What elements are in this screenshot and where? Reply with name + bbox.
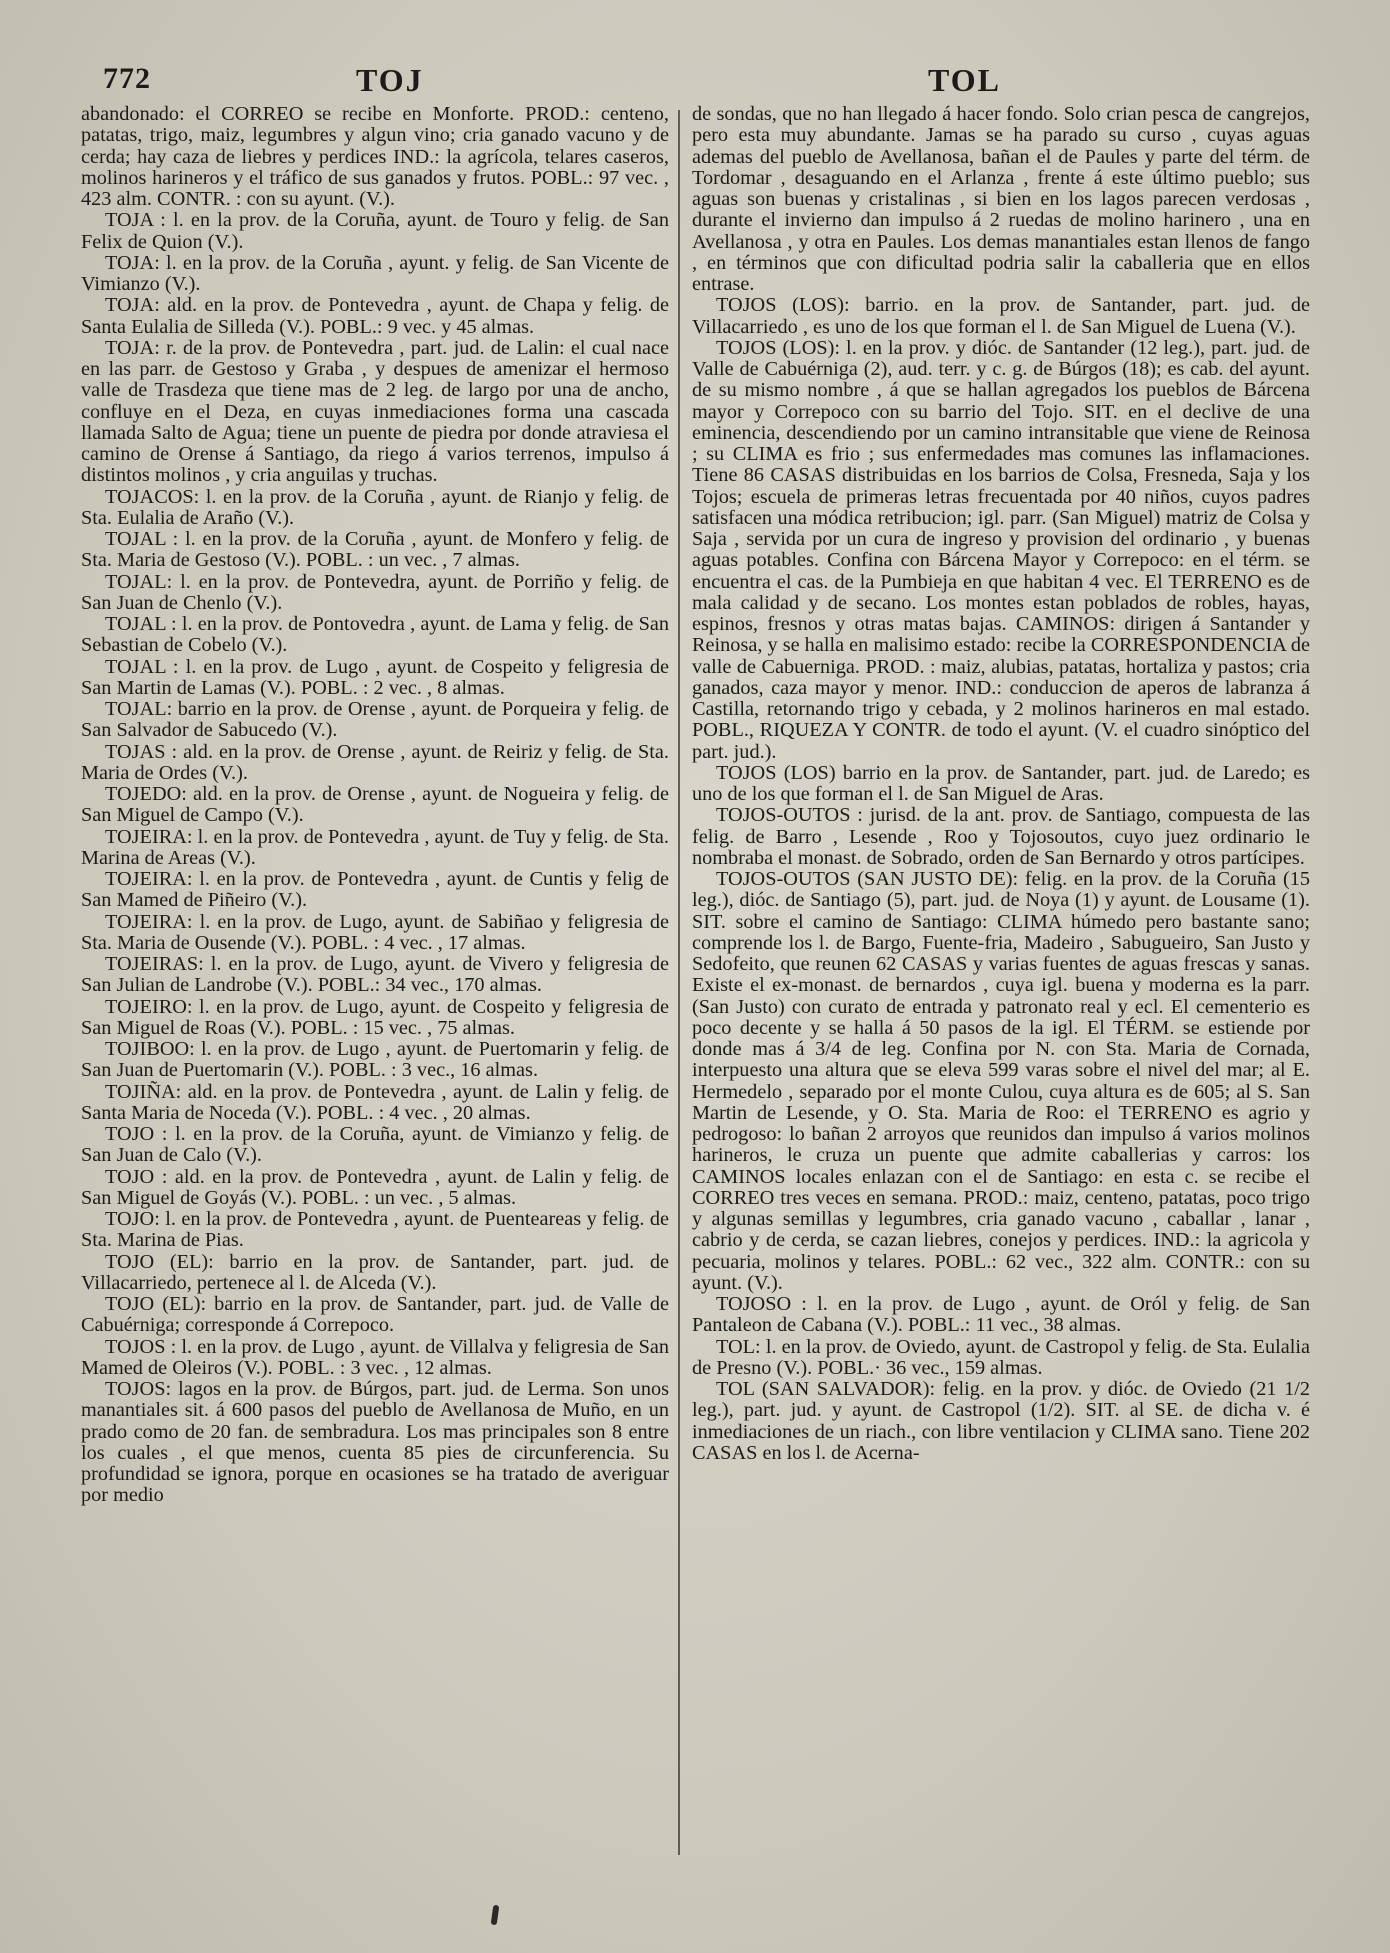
entry-text: TOJIÑA: ald. en la prov. de Pontevedra , ayunt. de Lalin y felig. de Santa Maria de Noceda (V.). POBL. : 4 vec. , 20 almas. <box>81 1080 669 1124</box>
entry-text: TOJA : l. en la prov. de la Coruña, ayunt. de Touro y felig. de San Felix de Quion (V.). <box>81 209 669 253</box>
entry-text: TOJEIRAS: l. en la prov. de Lugo, ayunt. de Vivero y feligresia de San Julian de Landrobe (V.). POBL.: 34 vec., 170 almas. <box>81 953 669 997</box>
entry-text: TOJAL : l. en la prov. de Pontovedra , ayunt. de Lama y felig. de San Sebastian de Cobelo (V.). <box>81 613 669 657</box>
entry-text: TOJACOS: l. en la prov. de la Coruña , ayunt. de Rianjo y felig. de Sta. Eulalia de Araño (V.). <box>81 485 669 529</box>
entry-text: TOJOS (LOS): l. en la prov. y dióc. de Santander (12 leg.), part. jud. de Valle de Cabuérniga (2), aud. terr. y c. g. de Búrgos (18); es cab. del ayunt. de su mismo nombre , á que se hallan agregados los pueblos de Bárcena mayor y Correpoco con su barrio del Tojo. SIT. en el declive de una eminencia, descendiendo por un camino intransitable que viene de Reinosa ; su CLIMA es frio ; sus enfermedades mas comunes las inflamaciones. Tiene 86 CASAS distribuidas en los barrios de Colsa, Fresneda, Saja y los Tojos; escuela de primeras letras frecuentada por 40 niños, cuyos padres satisfacen una módica retribucion; igl. parr. (San Miguel) matriz de Colsa y Saja , servida por un cura de ingreso y provision del ordinario , y buenas aguas potables. Confina con Bárcena Mayor y Correpoco: en el térm. se encuentra el cas. de la Pumbieja en que habitan 4 vec. El TERRENO es de mala calidad y de secano. Los montes estan poblados de robles, hayas, espinos, fresnos y otras matas bajas. CAMINOS: dirigen á Santander y Reinosa, y se halla en malisimo estado: recibe la CORRESPONDENCIA de valle de Cabuerniga. PROD. : maiz, alubias, patatas, hortaliza y pastos; cria ganados, caza mayor y menor. IND.: conduccion de aperos de labranza á Castilla, retornando trigo y cebada, y 2 molinos harineros en mal estado. POBL., RIQUEZA Y CONTR. de todo el ayunt. (V. el cuadro sinóptico del part. jud.). <box>692 336 1310 763</box>
entry-text: TOJO : ald. en la prov. de Pontevedra , ayunt. de Lalin y felig. de San Miguel de Goyás (V.). POBL. : un vec. , 5 almas. <box>81 1165 669 1209</box>
entry-text: TOJO (EL): barrio en la prov. de Santander, part. jud. de Valle de Cabuérniga; corresponde á Correpoco. <box>81 1293 669 1337</box>
entry-text: TOJIBOO: l. en la prov. de Lugo , ayunt. de Puertomarin y felig. de San Juan de Puertomarin (V.). POBL. : 3 vec., 16 almas. <box>81 1038 669 1082</box>
entry-text: TOJOSO : l. en la prov. de Lugo , ayunt. de Oról y felig. de San Pantaleon de Cabana (V.). POBL.: 11 vec., 38 almas. <box>692 1293 1310 1337</box>
entry-text: TOJOS-OUTOS : jurisd. de la ant. prov. de Santiago, compuesta de las felig. de Barro , Lesende , Roo y Tojosoutos, cuyo juez ordinario le nombraba el monast. de Sobrado, orden de San Bernardo y otros partícipes. <box>692 804 1310 869</box>
entry-text: TOJEIRO: l. en la prov. de Lugo, ayunt. de Cospeito y feligresia de San Miguel de Roas (V.). POBL. : 15 vec. , 75 almas. <box>81 995 669 1039</box>
entry-text: TOJA: r. de la prov. de Pontevedra , part. jud. de Lalin: el cual nace en las parr. de Gestoso y Graba , y despues de amenizar el hermoso valle de Trasdeza que tiene mas de 2 leg. de largo por una de ancho, confluye en el Deza, en cuyas inmediaciones forma una cascada llamada Salto de Agua; tiene un puente de piedra por donde atraviesa el camino de Orense á Santiago, da riego á varios terrenos, impulso á distintos molinos , y cria anguilas y truchas. <box>81 336 669 487</box>
entry-text: TOJAL : l. en la prov. de Lugo , ayunt. de Cospeito y feligresia de San Martin de Lamas (V.). POBL. : 2 vec. , 8 almas. <box>81 655 669 699</box>
entry-text: TOJOS (LOS) barrio en la prov. de Santander, part. jud. de Laredo; es uno de los que forman el l. de San Miguel de Aras. <box>692 761 1310 805</box>
entry-text: abandonado: el CORREO se recibe en Monforte. PROD.: centeno, patatas, trigo, maiz, legumbres y algun vino; cria ganado vacuno y de cerda; hay caza de liebres y perdices IND.: la agrícola, telares caseros, molinos harineros y el tráfico de sus ganados y frutos. POBL.: 97 vec. , 423 alm. CONTR. : con su ayunt. (V.). <box>81 103 669 210</box>
entry-text: TOL: l. en la prov. de Oviedo, ayunt. de Castropol y felig. de Sta. Eulalia de Presno (V.). POBL.· 36 vec., 159 almas. <box>692 1335 1310 1379</box>
entry-text: TOJA: l. en la prov. de la Coruña , ayunt. y felig. de San Vicente de Vimianzo (V.). <box>81 251 669 295</box>
entry-text: TOJEIRA: l. en la prov. de Pontevedra , ayunt. de Cuntis y felig de San Mamed de Piñeiro (V.). <box>81 868 669 912</box>
ink-blot <box>491 1905 500 1926</box>
entry-text: TOJAL: barrio en la prov. de Orense , ayunt. de Porqueira y felig. de San Salvador de Sabucedo (V.). <box>81 698 669 742</box>
entry-text: TOJOS-OUTOS (SAN JUSTO DE): felig. en la prov. de la Coruña (15 leg.), dióc. de Santiago (5), part. jud. de Noya (1) y ayunt. de Lousame (1). SIT. sobre el camino de Santiago: CLIMA húmedo pero bastante sano; comprende los l. de Bargo, Fuente-fria, Madeiro , Sabugueiro, San Justo y Sedofeito, que reunen 62 CASAS y varias fuentes de aguas frescas y sanas. Existe el ex-monast. de bernardos , cuya igl. buena y moderna es la parr. (San Justo) con curato de entrada y patronato real y ecl. El cementerio es poco decente y se halla á 50 pasos de la igl. El TÉRM. se estiende por donde mas á 3/4 de leg. Confina por N. con Sta. Maria de Cornada, interpuesto una altura que se eleva 599 varas sobre el nivel del mar; al E. Hermedelo , separado por el monte Culou, cuya altura es de 605; al S. San Martin de Lesende, y O. Sta. Maria de Roo: el TERRENO es agrio y pedrogoso: lo bañan 2 arroyos que reunidos dan impulso á varios molinos harineros, le cruza un puente que admite caballerias y carros: los CAMINOS locales enlazan con el de Santiago: en esta c. se recibe el CORREO tres veces en semana. PROD.: maiz, centeno, patatas, poco trigo y algunas semillas y legumbres, cria ganado vacuno , caballar , lanar , cabrio y de cerda, se cazan liebres, conejos y perdices. IND.: la agricola y pecuaria, molinos y telares. POBL.: 62 vec., 322 alm. CONTR.: con su ayunt. (V.). <box>692 868 1310 1294</box>
entry-text: TOJO : l. en la prov. de la Coruña, ayunt. de Vimianzo y felig. de San Juan de Calo (V.). <box>81 1123 669 1167</box>
entry-text: TOL (SAN SALVADOR): felig. en la prov. y dióc. de Oviedo (21 1/2 leg.), part. jud. y ayunt. de Castropol (1/2). SIT. al SE. de dicha v. é inmediaciones de un riach., con libre ventilacion y CLIMA sano. Tiene 202 CASAS en los l. de Acerna- <box>692 1378 1310 1464</box>
right-column <box>692 104 1310 1464</box>
entry-text: TOJAL : l. en la prov. de la Coruña , ayunt. de Monfero y felig. de Sta. Maria de Gestoso (V.). POBL. : un vec. , 7 almas. <box>81 528 669 572</box>
entry-text: TOJO: l. en la prov. de Pontevedra , ayunt. de Puenteareas y felig. de Sta. Marina de Pias. <box>81 1208 669 1252</box>
entry-text: TOJAL: l. en la prov. de Pontevedra, ayunt. de Porriño y felig. de San Juan de Chenlo (V.). <box>81 570 669 614</box>
entry-text: TOJAS : ald. en la prov. de Orense , ayunt. de Reiriz y felig. de Sta. Maria de Ordes (V.). <box>81 740 669 784</box>
entry-text: TOJOS: lagos en la prov. de Búrgos, part. jud. de Lerma. Son unos manantiales sit. á 600 pasos del pueblo de Avellanosa de Muño, en un prado como de 20 fan. de sembradura. Los mas principales son 8 entre los cuales , el que menos, cuenta 85 pies de circunferencia. Su profundidad se ignora, porque en ocasiones se ha tratado de averiguar por medio <box>81 1378 669 1507</box>
entry-text: TOJEIRA: l. en la prov. de Lugo, ayunt. de Sabiñao y feligresia de Sta. Maria de Ousende (V.). POBL. : 4 vec. , 17 almas. <box>81 910 669 954</box>
entry-text: de sondas, que no han llegado á hacer fondo. Solo crian pesca de cangrejos, pero esta muy abundante. Jamas se ha parado su curso , cuyas aguas ademas del pueblo de Avellanosa, bañan el de Paules y parte del térm. de Tordomar , desaguando en el Arlanza , frente á este último pueblo; sus aguas son buenas y cristalinas , si bien en los lagos parecen verdosas , durante el invierno dan impulso á 2 ruedas de molino harinero , una en Avellanosa , y otra en Paules. Los demas manantiales estan llenos de fango , en términos que con dificultad podria salir la caballeria que en ellos entrase. <box>692 103 1310 295</box>
entry-text: TOJOS : l. en la prov. de Lugo , ayunt. de Villalva y feligresia de San Mamed de Oleiros (V.). POBL. : 3 vec. , 12 almas. <box>81 1335 669 1379</box>
entry-text: TOJO (EL): barrio en la prov. de Santander, part. jud. de Villacarriedo, pertenece al l. de Alceda (V.). <box>81 1250 669 1294</box>
left-running-head: TOJ <box>356 62 424 98</box>
right-running-head: TOL <box>928 62 1001 98</box>
entry-text: TOJEIRA: l. en la prov. de Pontevedra , ayunt. de Tuy y felig. de Sta. Marina de Areas (V.). <box>81 825 669 869</box>
left-column <box>81 104 669 1507</box>
page-number: 772 <box>103 62 151 95</box>
entry-text: TOJEDO: ald. en la prov. de Orense , ayunt. de Nogueira y felig. de San Miguel de Campo (V.). <box>81 783 669 827</box>
column-divider <box>678 110 680 1855</box>
entry-text: TOJOS (LOS): barrio. en la prov. de Santander, part. jud. de Villacarriedo , es uno de los que forman el l. de San Miguel de Luena (V.). <box>692 294 1310 338</box>
entry-text: TOJA: ald. en la prov. de Pontevedra , ayunt. de Chapa y felig. de Santa Eulalia de Silleda (V.). POBL.: 9 vec. y 45 almas. <box>81 294 669 338</box>
